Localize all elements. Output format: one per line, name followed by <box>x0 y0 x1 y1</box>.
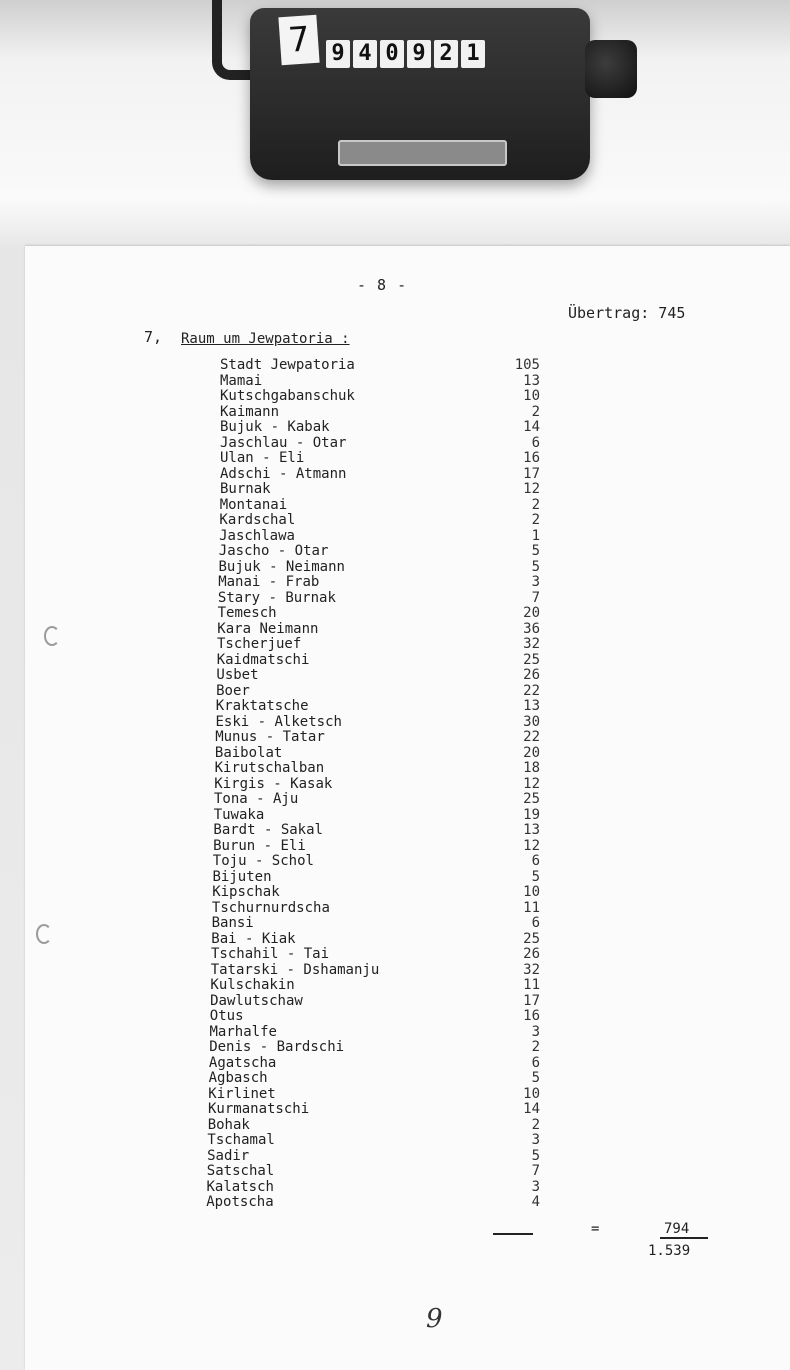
place-name: Stadt Jewpatoria <box>220 357 355 373</box>
place-name: Agbasch <box>208 1070 268 1086</box>
list-item <box>0 498 790 514</box>
list-item <box>0 1025 790 1041</box>
counter-digit: 9 <box>326 40 350 68</box>
place-name: Boer <box>216 682 250 699</box>
place-name: Satschal <box>206 1163 275 1179</box>
place-name: Kaimann <box>220 403 280 420</box>
list-item <box>0 1164 790 1180</box>
entry-count: 105 <box>514 357 540 373</box>
subtotal-rule <box>660 1237 708 1239</box>
entry-count: 12 <box>523 775 540 792</box>
entry-count: 1 <box>531 527 540 544</box>
counter-digit: 2 <box>434 40 458 68</box>
list-item <box>0 374 790 390</box>
list-item <box>0 637 790 653</box>
place-name: Kutschgabanschuk <box>220 388 355 404</box>
list-item <box>0 653 790 669</box>
entry-count: 2 <box>531 1039 540 1055</box>
entry-count: 2 <box>531 1116 540 1133</box>
sum-rule <box>493 1233 533 1235</box>
entry-count: 6 <box>531 1054 540 1071</box>
list-item <box>0 823 790 839</box>
place-name: Temesch <box>217 605 277 621</box>
entry-count: 3 <box>531 1132 540 1148</box>
list-item <box>0 420 790 436</box>
list-item <box>0 1009 790 1025</box>
entry-count: 4 <box>531 1194 540 1210</box>
entry-count: 5 <box>531 558 540 575</box>
list-item <box>0 1195 790 1211</box>
place-name: Burnak <box>220 481 271 497</box>
place-name: Burun - Eli <box>213 837 306 854</box>
place-name: Tona - Aju <box>214 791 299 807</box>
entry-count: 6 <box>531 434 540 451</box>
entry-count: 17 <box>523 992 540 1009</box>
place-name: Jascho - Otar <box>218 543 329 559</box>
list-item <box>0 730 790 746</box>
counter-digit: 4 <box>353 40 377 68</box>
list-item <box>0 358 790 374</box>
place-name: Montanai <box>219 496 288 513</box>
place-name: Kipschak <box>212 884 280 900</box>
list-item <box>0 761 790 777</box>
place-name: Kirutschalban <box>214 760 325 776</box>
list-item <box>0 947 790 963</box>
entry-count: 26 <box>523 946 540 962</box>
entry-count: 14 <box>523 419 540 435</box>
entry-count: 17 <box>523 465 540 482</box>
place-name: Kara Neimann <box>217 620 319 637</box>
entry-count: 36 <box>523 620 540 637</box>
list-item <box>0 405 790 421</box>
entry-count: 14 <box>523 1101 540 1117</box>
place-name: Kardschal <box>219 512 296 528</box>
list-item <box>0 870 790 886</box>
entry-count: 7 <box>531 1163 540 1179</box>
list-item <box>0 777 790 793</box>
place-name: Kaidmatschi <box>216 651 310 668</box>
place-name: Manai - Frab <box>218 574 320 590</box>
place-name: Bijuten <box>212 868 272 885</box>
place-name: Kraktatsche <box>215 698 309 714</box>
list-item <box>0 1056 790 1072</box>
entry-count: 16 <box>523 1008 540 1024</box>
list-item <box>0 1040 790 1056</box>
entry-count: 25 <box>523 651 540 668</box>
entry-count: 32 <box>523 961 540 978</box>
entry-count: 13 <box>523 698 540 714</box>
counter-knob <box>585 40 637 98</box>
section-number: 7, <box>144 328 163 346</box>
list-item <box>0 467 790 483</box>
entry-count: 5 <box>531 1147 540 1164</box>
entry-count: 2 <box>531 512 540 528</box>
list-item <box>0 1118 790 1134</box>
list-item <box>0 916 790 932</box>
list-item <box>0 885 790 901</box>
list-item <box>0 668 790 684</box>
entry-count: 26 <box>523 667 540 683</box>
equals-sign: = <box>591 1221 600 1237</box>
list-item <box>0 684 790 700</box>
entry-count: 3 <box>531 1178 540 1195</box>
place-name: Dawlutschaw <box>210 992 303 1009</box>
list-item <box>0 699 790 715</box>
entry-count: 13 <box>523 372 540 389</box>
list-item <box>0 389 790 405</box>
place-name: Toju - Schol <box>212 853 314 869</box>
list-item <box>0 715 790 731</box>
place-name: Tschamal <box>207 1132 275 1148</box>
entry-count: 18 <box>523 760 540 776</box>
entry-count: 20 <box>523 744 540 761</box>
list-item <box>0 808 790 824</box>
list-item <box>0 560 790 576</box>
place-name: Tschahil - Tai <box>211 946 330 962</box>
list-item <box>0 544 790 560</box>
entry-count: 12 <box>523 837 540 854</box>
entry-count: 6 <box>531 915 540 931</box>
counter-cable <box>212 0 250 80</box>
entry-count: 3 <box>531 1023 540 1040</box>
place-name: Tatarski - Dshamanju <box>210 961 380 978</box>
place-name: Sadir <box>207 1147 250 1164</box>
list-item <box>0 854 790 870</box>
list-item <box>0 1071 790 1087</box>
entry-count: 16 <box>523 450 540 466</box>
counter-digits <box>326 40 485 68</box>
entry-count: 19 <box>523 806 540 823</box>
list-item <box>0 932 790 948</box>
place-name: Mamai <box>220 372 263 389</box>
carry-over-total: Übertrag: 745 <box>568 304 686 322</box>
list-item <box>0 451 790 467</box>
place-name: Stary - Burnak <box>217 589 336 606</box>
list-item <box>0 1087 790 1103</box>
list-item <box>0 978 790 994</box>
counter-digit: 0 <box>380 40 404 68</box>
section-subtotal: 794 <box>664 1221 690 1237</box>
entry-count: 20 <box>523 605 540 621</box>
list-item <box>0 901 790 917</box>
place-name: Munus - Tatar <box>215 729 325 745</box>
handwritten-folio-number: 9 <box>426 1304 443 1334</box>
list-item <box>0 1102 790 1118</box>
list-item <box>0 513 790 529</box>
entry-count: 25 <box>523 930 540 947</box>
place-name: Eski - Alketsch <box>215 713 342 730</box>
entry-count: 11 <box>523 977 540 993</box>
place-name: Baibolat <box>214 744 283 761</box>
page-number: - 8 - <box>357 276 408 294</box>
entry-count: 25 <box>523 791 540 807</box>
section-title: Raum um Jewpatoria : <box>181 331 350 347</box>
place-name: Bohak <box>207 1116 250 1133</box>
place-name: Kulschakin <box>210 977 295 993</box>
entry-count: 6 <box>531 853 540 869</box>
place-name: Bardt - Sakal <box>213 822 323 838</box>
entry-list <box>0 358 790 1211</box>
place-name: Usbet <box>216 667 259 683</box>
entry-count: 30 <box>523 713 540 730</box>
counter-nameplate <box>338 140 507 166</box>
place-name: Kalatsch <box>206 1178 274 1195</box>
list-item <box>0 591 790 607</box>
list-item <box>0 1180 790 1196</box>
list-item <box>0 482 790 498</box>
place-name: Tuwaka <box>213 806 265 823</box>
list-item <box>0 436 790 452</box>
entry-count: 11 <box>523 899 540 916</box>
place-name: Jaschlau - Otar <box>220 434 347 451</box>
place-name: Apotscha <box>206 1194 274 1210</box>
counter-digit: 9 <box>407 40 431 68</box>
place-name: Kirgis - Kasak <box>214 775 333 792</box>
place-name: Tscherjuef <box>217 636 302 652</box>
list-item <box>0 1149 790 1165</box>
place-name: Agatscha <box>208 1054 277 1071</box>
entry-count: 10 <box>523 884 540 900</box>
entry-count: 22 <box>523 682 540 699</box>
list-item <box>0 622 790 638</box>
list-item <box>0 1133 790 1149</box>
entry-count: 12 <box>523 481 540 497</box>
place-name: Denis - Bardschi <box>209 1039 345 1055</box>
list-item <box>0 606 790 622</box>
counter-digit: 1 <box>461 40 485 68</box>
place-name: Marhalfe <box>209 1023 277 1040</box>
place-name: Otus <box>209 1008 244 1024</box>
entry-count: 5 <box>531 543 540 559</box>
list-item <box>0 529 790 545</box>
place-name: Adschi - Atmann <box>220 465 347 482</box>
entry-count: 3 <box>531 574 540 590</box>
entry-count: 2 <box>531 496 540 513</box>
entry-count: 7 <box>531 589 540 606</box>
entry-count: 5 <box>531 868 540 885</box>
place-name: Kirlinet <box>208 1085 276 1102</box>
entry-count: 2 <box>531 403 540 420</box>
entry-count: 13 <box>523 822 540 838</box>
place-name: Bujuk - Kabak <box>220 419 330 435</box>
entry-count: 10 <box>523 1085 540 1102</box>
place-name: Bai - Kiak <box>211 930 296 947</box>
place-name: Bujuk - Neimann <box>218 558 345 575</box>
place-name: Ulan - Eli <box>220 450 305 466</box>
entry-count: 5 <box>531 1070 540 1086</box>
list-item <box>0 575 790 591</box>
entry-count: 10 <box>523 388 540 404</box>
place-name: Bansi <box>211 915 254 931</box>
place-name: Kurmanatschi <box>208 1101 310 1117</box>
list-item <box>0 746 790 762</box>
counter-tag: 7 <box>278 15 319 66</box>
list-item <box>0 792 790 808</box>
entry-count: 32 <box>523 636 540 652</box>
list-item <box>0 963 790 979</box>
list-item <box>0 839 790 855</box>
place-name: Jaschlawa <box>219 527 295 544</box>
list-item <box>0 994 790 1010</box>
entry-count: 22 <box>523 729 540 745</box>
grand-total: 1.539 <box>648 1243 691 1259</box>
place-name: Tschurnurdscha <box>211 899 330 916</box>
